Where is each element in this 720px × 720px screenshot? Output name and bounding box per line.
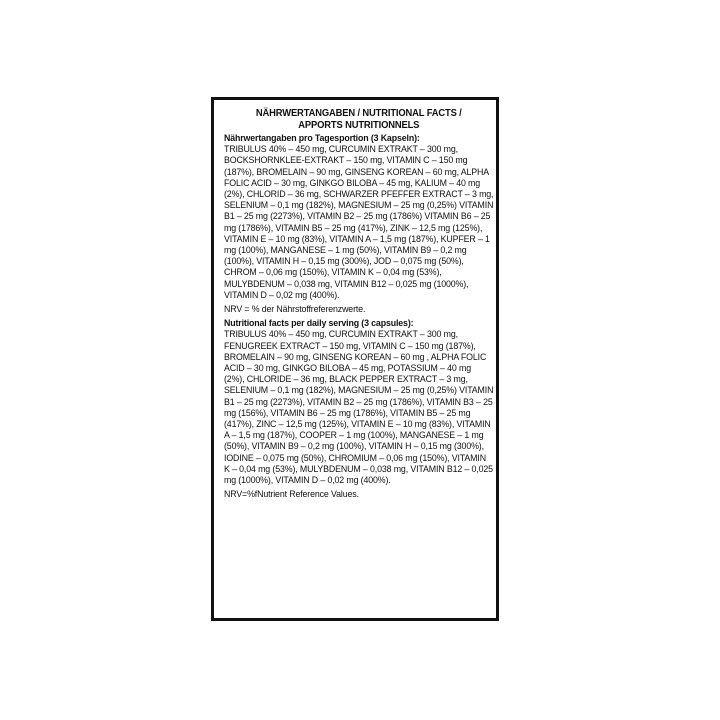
- nutrition-label-content: [224, 108, 494, 501]
- section-heading-german: Nährwertangaben pro Tagesportion (3 Kapseln):: [224, 133, 420, 144]
- nrv-note-english: NRV=%fNutrient Reference Values.: [224, 489, 359, 501]
- label-title: [224, 108, 494, 132]
- nrv-note-german: NRV = % der Nährstoffreferenzwerte.: [224, 304, 366, 316]
- nutrient-list-german: TRIBULUS 40% – 450 mg, CURCUMIN EXTRAKT – 300 mg, BOCKSHORNKLEE-EXTRAKT – 150 mg, VITAMIN C – 150 mg (187%), BROMELAIN – 90 mg, GINSENG KOREAN – 60 mg, ALPHA FOLIC ACID – 30 mg, GINKGO BILOBA – 45 mg, KALIUM – 40 mg (2%), CHLORID – 36 mg, SCHWARZER PFEFFER EXTRACT – 3 mg, SELENIUM – 0,1 mg (182%), MAGNESIUM – 25 mg (0,25%) VITAMIN B1 – 25 mg (2273%), VITAMIN B2 – 25 mg (1786%) VITAMIN B6 – 25 mg (1786%), VITAMIN B5 – 25 mg (417%), ZINK – 12,5 mg (125%), VITAMIN E – 10 mg (83%), VITAMIN A – 1,5 mg (187%), KUPFER – 1 mg (100%), MANGANESE – 1 mg (50%), VITAMIN B9 – 0,2 mg (100%), VITAMIN H – 0,15 mg (300%), JOD – 0,075 mg (50%), CHROM – 0,06 mg (150%), VITAMIN K – 0,04 mg (53%), MULYBDENUM – 0,038 mg, VITAMIN B12 – 0,025 mg (1000%), VITAMIN D – 0,02 mg (400%).: [224, 144, 494, 301]
- label-title-line-1: NÄHRWERTANGABEN / NUTRITIONAL FACTS /: [255, 108, 462, 119]
- section-german: [224, 133, 494, 315]
- label-title-line-2: APPORTS NUTRITIONNELS: [298, 120, 420, 131]
- section-english: [224, 318, 494, 500]
- nutrient-list-english: TRIBULUS 40% – 450 mg, CURCUMIN EXTRAKT – 300 mg, FENUGREEK EXTRACT – 150 mg, VITAMIN C – 150 mg (187%), BROMELAIN – 90 mg, GINSENG KOREAN – 60 mg , ALPHA FOLIC ACID – 30 mg, GINKGO BILOBA – 45 mg, POTASSIUM – 40 mg (2%), CHLORIDE – 36 mg, BLACK PEPPER EXTRACT – 3 mg, SELENIUM – 0,1 mg (182%), MAGNESIUM – 25 mg (0,25%) VITAMIN B1 – 25 mg (2273%), VITAMIN B2 – 25 mg (1786%), VITAMIN B3 – 25 mg (156%), VITAMIN B6 – 25 mg (1786%), VITAMIN B5 – 25 mg (417%), ZINC – 12,5 mg (125%), VITAMIN E – 10 mg (83%), VITAMIN A – 1,5 mg (187%), COOPER – 1 mg (100%), MANGANESE – 1 mg (50%), VITAMIN B9 – 0,2 mg (100%), VITAMIN H – 0,15 mg (300%), IODINE – 0,075 mg (50%), CHROMIUM – 0,06 mg (150%), VITAMIN K – 0,04 mg (53%), MULYBDENUM – 0,038 mg, VITAMIN B12 – 0,025 mg (1000%), VITAMIN D – 0,02 mg (400%).: [224, 329, 494, 487]
- nutrition-label-panel: [211, 97, 499, 621]
- section-heading-english: Nutritional facts per daily serving (3 capsules):: [224, 318, 414, 330]
